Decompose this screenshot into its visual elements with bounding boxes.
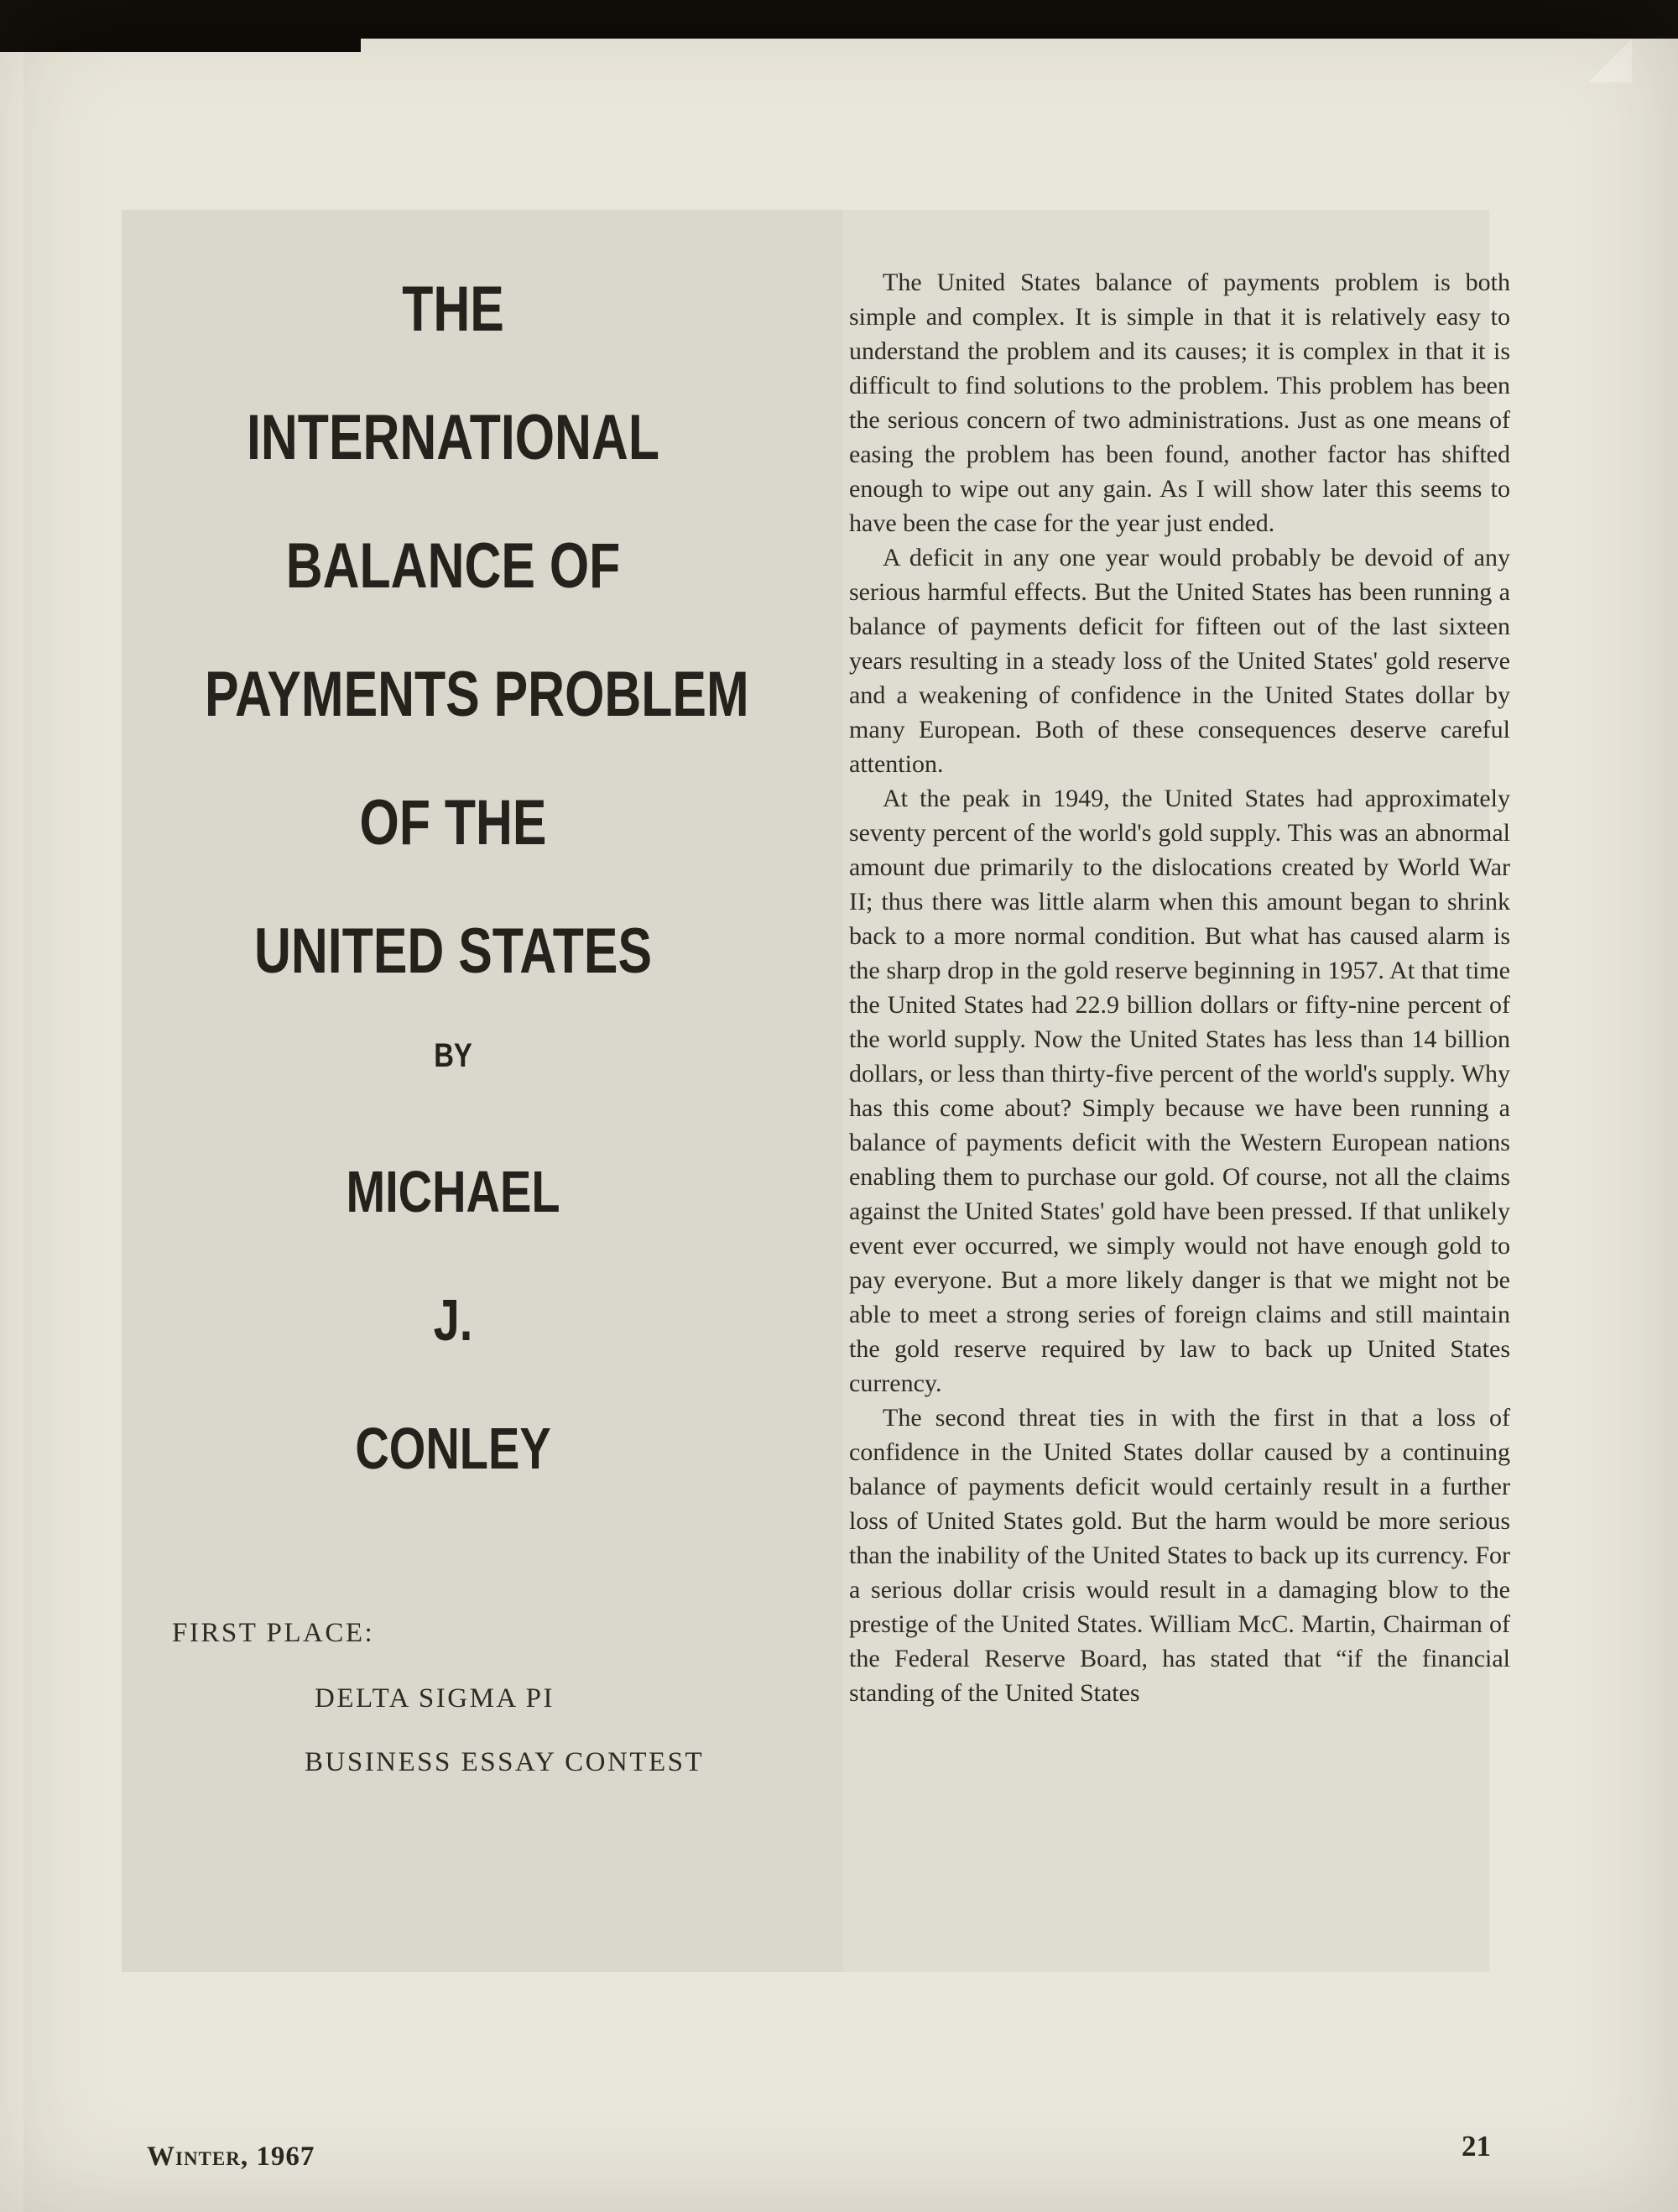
title-line-2: INTERNATIONAL — [247, 402, 659, 473]
body-paragraph-1: The United States balance of payments problem is both simple and complex. It is simple in that it is relatively easy to understand the problem and its causes; it is complex in that it is difficult to find solutions to the problem. This problem has been the serious concern of two administrations. Just as one means of easing the problem has been found, another factor has shifted enough to wipe out any gain. As I will show later this seems to have been the case for the year just ended. — [849, 269, 1510, 537]
title-line-5: OF THE — [359, 787, 547, 858]
title-line-1: THE — [402, 274, 504, 345]
footer-issue-date: Winter, 1967 — [147, 2142, 315, 2172]
title-line-6: UNITED STATES — [253, 916, 653, 987]
body-paragraph-3: At the peak in 1949, the United States had approximately seventy percent of the world's gold supply. This was an abnormal amount due primarily to the dislocations created by World War II; thus there was little alarm when this amount began to shrink back to a more normal condition. But what has caused alarm is the sharp drop in the gold reserve beginning in 1957. At that time the United States had 22.9 billion dollars or fifty-nine percent of the world supply. Now the United States has less than 14 billion dollars, or less than thirty-five percent of the world's supply. Why has this come about? Simply because we have been running a balance of payments deficit with the Western European nations enabling them to purchase our gold. Of course, not all the claims against the United States' gold have been pressed. If that unlikely event ever occurred, we simply would not have enough gold to pay everyone. But a more likely danger is that we might not be able to meet a strong series of foreign claims and still maintain the gold reserve required by law to back up United States currency. — [849, 785, 1510, 1397]
scan-top-left-corner — [0, 0, 361, 52]
award-place: FIRST PLACE: — [172, 1618, 375, 1648]
scan-left-edge — [0, 52, 23, 2212]
author-name — [143, 1159, 763, 1547]
byline-label: BY — [434, 1037, 472, 1074]
award-block — [172, 1620, 704, 1776]
title-line-4: PAYMENTS PROBLEM — [205, 659, 749, 730]
body-paragraph-4: The second threat ties in with the first in that a loss of confidence in the United States dollar caused by a continuing balance of payments deficit would certainly result in a further loss of United States gold. But the harm would be more serious than the inability of the United States to back up its currency. For a serious dollar crisis would result in a damaging blow to the prestige of the United States. William McC. Martin, Chairman of the Federal Reserve Board, has stated that “if the financial standing of the United States — [849, 1404, 1510, 1707]
title-line-3: BALANCE OF — [285, 530, 621, 602]
article-title — [143, 274, 763, 1048]
article-body — [849, 265, 1510, 1710]
author-line-1: MICHAEL — [346, 1159, 560, 1224]
author-line-3: CONLEY — [355, 1416, 551, 1481]
author-line-2: J. — [433, 1287, 473, 1353]
award-organization: DELTA SIGMA PI — [315, 1683, 555, 1714]
footer-page-number: 21 — [1462, 2130, 1491, 2162]
body-paragraph-2: A deficit in any one year would probably be devoid of any serious harmful effects. But the United States has been running a balance of payments deficit for fifteen out of the last sixteen years resulting in a steady loss of the United States' gold reserve and a weakening of confidence in the United States dollar by many European. Both of these consequences deserve careful attention. — [849, 544, 1510, 778]
award-contest: BUSINESS ESSAY CONTEST — [305, 1747, 705, 1777]
page-corner-notch — [1588, 39, 1632, 82]
